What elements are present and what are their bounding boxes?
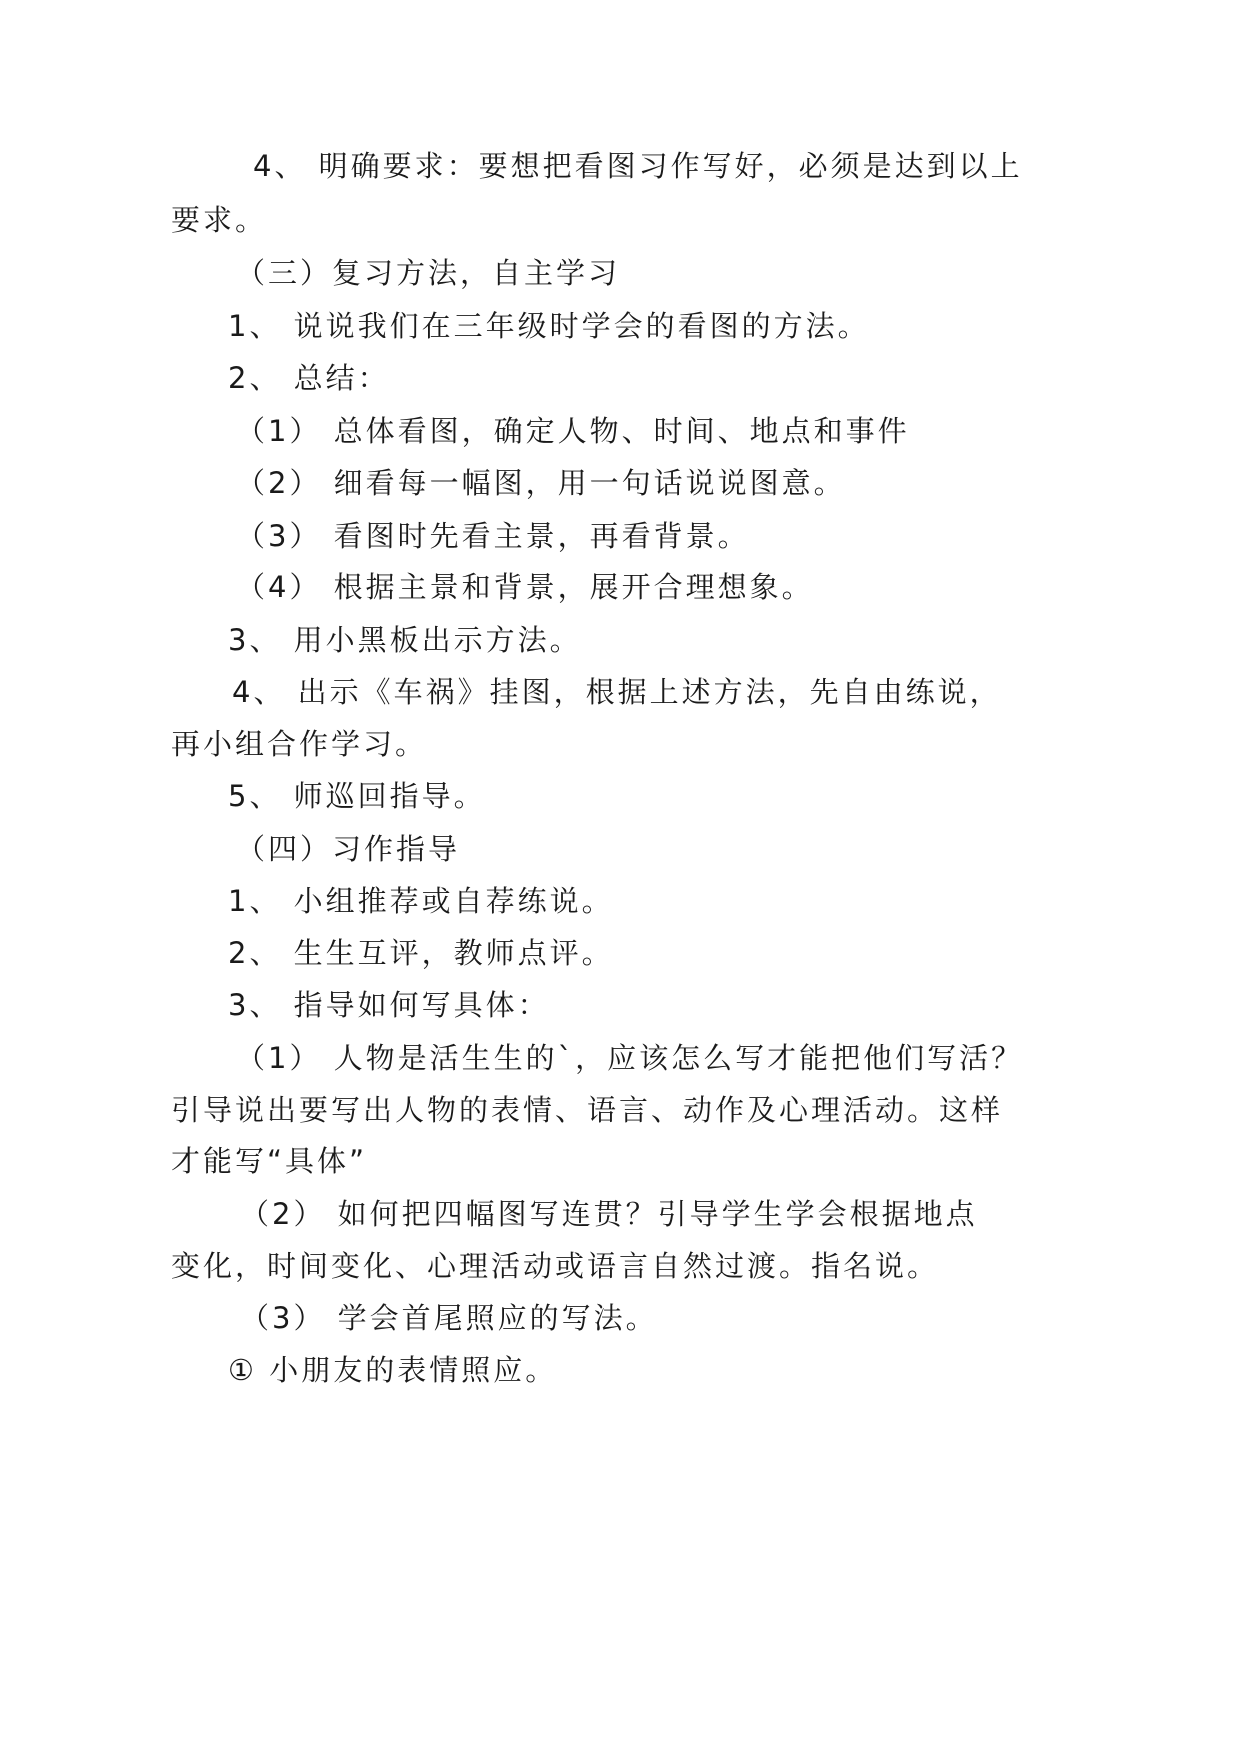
text-line: 要求。: [171, 203, 268, 237]
text-line: 引导说出要写出人物的表情、语言、动作及心理活动。这样: [171, 1093, 1004, 1127]
text-line: 1、 小组推荐或自荐练说。: [228, 884, 614, 918]
text-line: （3） 看图时先看主景，再看背景。: [236, 519, 750, 553]
text-line: 变化，时间变化、心理活动或语言自然过渡。指名说。: [171, 1249, 940, 1283]
text-line: 3、 用小黑板出示方法。: [228, 623, 582, 657]
text-line: 2、 总结：: [228, 361, 390, 395]
section-heading: （四）习作指导: [236, 832, 461, 866]
text-line: 4、 明确要求：要想把看图习作写好，必须是达到以上: [253, 149, 1023, 183]
text-line: 4、 出示《车祸》挂图，根据上述方法，先自由练说，: [232, 675, 1002, 709]
text-line: （4） 根据主景和背景，展开合理想象。: [236, 570, 814, 604]
text-line: 1、 说说我们在三年级时学会的看图的方法。: [228, 309, 870, 343]
text-line: 再小组合作学习。: [171, 727, 428, 761]
text-line: ① 小朋友的表情照应。: [228, 1353, 558, 1387]
text-line: 5、 师巡回指导。: [228, 779, 486, 813]
text-line: （1） 总体看图，确定人物、时间、地点和事件: [236, 414, 910, 448]
text-line: （3） 学会首尾照应的写法。: [240, 1301, 658, 1335]
text-line: 3、 指导如何写具体：: [228, 988, 550, 1022]
text-line: （1） 人物是活生生的`，应该怎么写才能把他们写活？: [236, 1041, 1024, 1075]
text-line: （2） 如何把四幅图写连贯？引导学生学会根据地点: [240, 1197, 978, 1231]
text-line: 2、 生生互评，教师点评。: [228, 936, 614, 970]
section-heading: （三）复习方法，自主学习: [236, 256, 621, 290]
text-line: （2） 细看每一幅图，用一句话说说图意。: [236, 466, 846, 500]
text-line: 才能写“具体”: [171, 1144, 368, 1178]
